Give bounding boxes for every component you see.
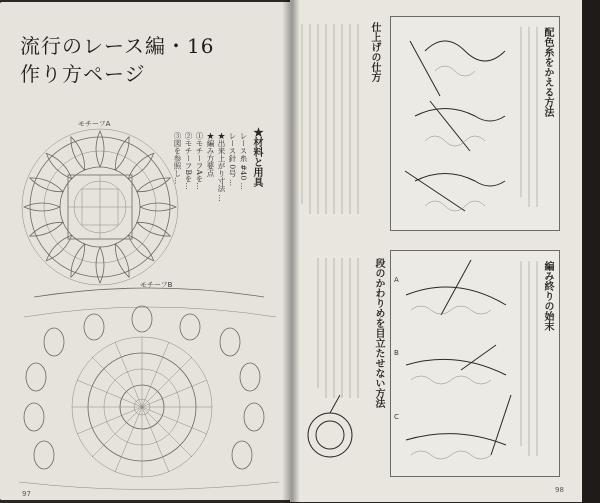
section-color-change-heading: 配色糸をかえる方法	[542, 27, 553, 117]
motif-a-diagram	[28, 122, 178, 292]
book-edge	[582, 0, 600, 503]
left-page	[0, 2, 290, 500]
step-label-c: C	[394, 413, 399, 421]
right-page	[290, 0, 582, 502]
materials-line: ②モチーフBを...	[184, 132, 193, 190]
motif-a-label: モチーフA	[78, 120, 111, 128]
finishing-text-block	[298, 24, 363, 224]
motif-b-label: モチーフB	[140, 281, 173, 289]
finish-end-illustration	[401, 255, 521, 470]
step-label-a: A	[394, 276, 399, 284]
materials-line: ③図を参照し...	[173, 132, 182, 185]
motif-b-diagram	[14, 287, 284, 492]
round-join-illustration	[300, 395, 370, 465]
materials-heading: ★材料と用具	[251, 127, 262, 187]
finish-end-text	[513, 261, 543, 461]
step-label-b: B	[394, 349, 399, 357]
color-change-illustration	[395, 21, 515, 226]
materials-line: ★出来上がり寸法 ...	[217, 132, 226, 202]
materials-line: レース針 0号 ...	[228, 132, 237, 187]
materials-line: ①モチーフAを...	[195, 132, 204, 190]
right-page-number: 98	[555, 486, 564, 494]
section-finish-end-heading: 編み終りの始末	[542, 261, 553, 331]
left-page-number: 97	[22, 490, 31, 498]
page-title	[20, 32, 214, 88]
page-title-line1: 流行のレース編・16	[20, 34, 215, 58]
section-round-join-heading: 段のかわりめを目立たせない方法	[373, 258, 384, 408]
materials-line: ★編み方要点	[206, 132, 215, 177]
panel-finish-end	[390, 250, 560, 477]
color-change-text	[513, 27, 543, 217]
page-title-line2: 作り方ページ	[20, 62, 146, 86]
panel-color-change	[390, 16, 560, 231]
section-finishing-heading: 仕上げの仕方	[369, 22, 380, 82]
book-gutter	[282, 0, 300, 503]
round-join-text-block	[298, 258, 363, 408]
materials-line: レース糸 #40 ...	[239, 132, 248, 190]
